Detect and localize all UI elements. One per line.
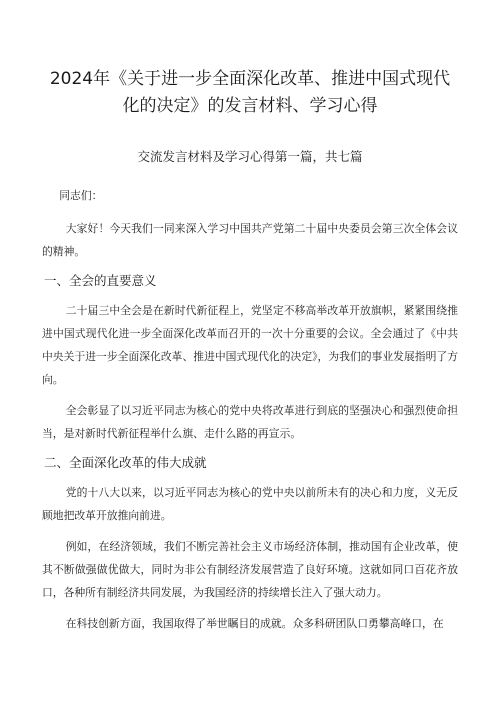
document-subtitle: 交流发言材料及学习心得第一篇，共七篇 (137, 149, 363, 164)
section-2-heading: 二、全面深化改革的伟大成就 (44, 455, 207, 470)
salutation: 同志们： (59, 189, 103, 202)
opening-paragraph: 大家好！今天我们一同来深入学习中国共产党第二十届中央委员会第三次全体会议的精神。 (42, 222, 458, 258)
section-1-heading: 一、全会的直要意义 (44, 273, 157, 288)
section-2-paragraph-3: 在科技创新方面，我国取得了举世瞩目的成就。众多科研团队口勇攀高峰口，在 (65, 617, 444, 630)
section-2-paragraph-1: 党的十八大以来，以习近平同志为核心的党中央以前所未有的决心和力度，义无反顾地把改革开放推向前进。 (42, 486, 458, 522)
document-title-line-2: 化的决定》的发言材料、学习心得 (122, 96, 378, 116)
document-body (42, 184, 458, 635)
section-1-paragraph-1: 二十届三中全会是在新时代新征程上，党坚定不移高举改革开放旗帜，紧紧围绕推进中国式现代化进一步全面深化改革而召开的一次十分重要的会议。全会通过了《中共中央关于进一步全面深化改革、推进中国式现代化的决定》，为我们的事业发展指明了方向。 (42, 304, 458, 386)
section-1-paragraph-2: 全会彰显了以习近平同志为核心的党中央将改革进行到底的坚强决心和强烈使命担当，是对新时代新征程举什么旗、走什么路的再宣示。 (42, 404, 458, 440)
document-title-line-1: 2024年《关于进一步全面深化改革、推进中国式现代 (49, 69, 451, 89)
section-2-paragraph-2: 例如，在经济领域，我们不断完善社会主义市场经济体制，推动国有企业改革，使其不断做强做优做大，同时为非公有制经济发展营造了良好环境。这就如同口百花齐放口，各种所有制经济共同发展，为我国经济的持续增长注入了强大动力。 (42, 540, 458, 599)
document-title (40, 66, 460, 120)
